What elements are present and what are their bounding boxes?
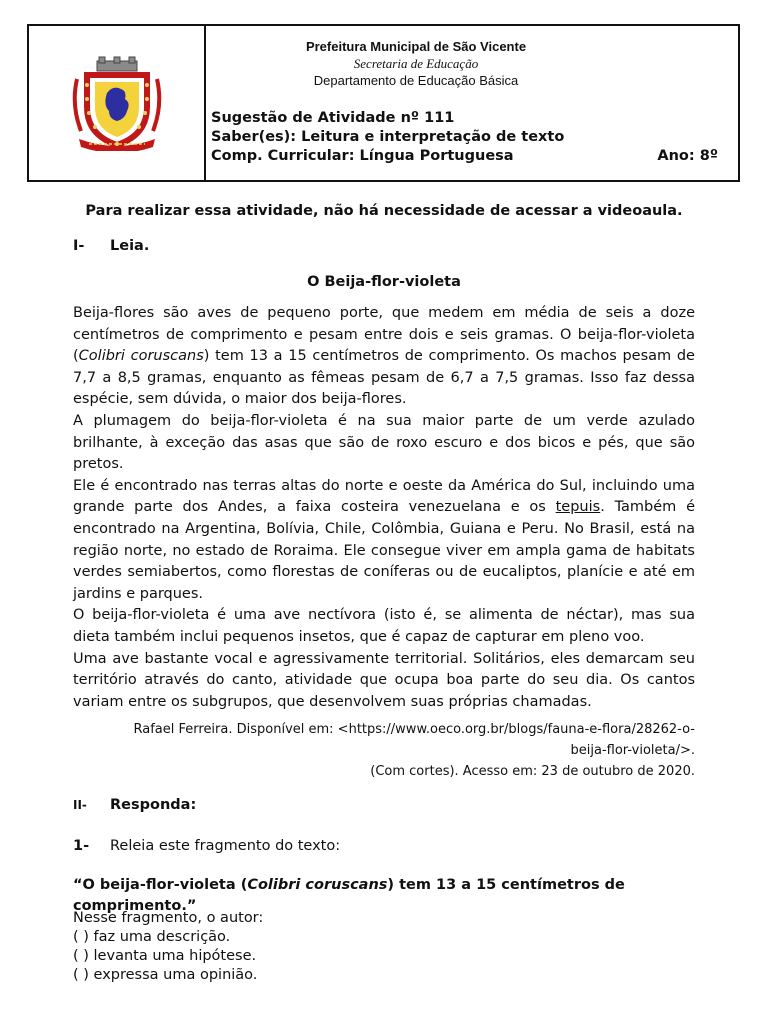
question-1-number: 1- (73, 838, 90, 854)
logo-cell (29, 26, 206, 180)
option-c[interactable]: ( ) expressa uma opinião. (73, 967, 258, 983)
header-info (206, 26, 738, 180)
tepuis-term: tepuis (555, 499, 601, 516)
quote-part-b: ) tem 13 a 15 centímetros de comprimento.” (73, 877, 625, 914)
species-name: Colibri coruscans (78, 348, 204, 365)
section-2-number: II- (73, 798, 87, 812)
organization-block (206, 38, 626, 90)
section-1-heading (73, 236, 695, 257)
section-1-label: Leia. (110, 238, 150, 254)
paragraph-3 (73, 476, 695, 606)
source-line-3: (Com cortes). Acesso em: 23 de outubro de 2020. (370, 764, 695, 779)
source-line-1: Rafael Ferreira. Disponível em: <https://www.oeco.org.br/blogs/fauna-e-flora/28262-o- (133, 722, 695, 737)
option-a[interactable]: ( ) faz uma descrição. (73, 929, 231, 945)
paragraph-4: O beija-flor-violeta é uma ave nectívora (isto é, se alimenta de néctar), mas sua dieta também inclui pequenos insetos, que é capaz de capturar em pleno voo. (73, 607, 695, 645)
option-b[interactable]: ( ) levanta uma hipótese. (73, 948, 257, 964)
paragraph-1-part-b: ) tem 13 a 15 centímetros de comprimento. Os machos pesam de 7,7 a 8,5 gramas, enquanto as fêmeas pesam de 6,7 a 7,5 gramas. Isso faz dessa espécie, sem dúvida, o maior dos beija-flores. (73, 348, 695, 408)
question-1-prompt-row (73, 836, 695, 857)
coat-of-arms-icon (69, 55, 165, 151)
section-2-label: Responda: (110, 797, 197, 813)
org-department: Departamento de Educação Básica (313, 73, 519, 88)
question-1-prompt: Releia este fragmento do texto: (110, 838, 341, 854)
paragraph-1 (73, 303, 695, 411)
paragraph-3-part-a: Ele é encontrado nas terras altas do norte e oeste da América do Sul, incluindo uma grande parte dos Andes, a faixa costeira venezuelana e os (73, 477, 695, 516)
activity-component: Comp. Curricular: Língua Portuguesa (211, 148, 514, 164)
source-line-2: beija-flor-violeta/>. (570, 743, 695, 758)
instruction: Para realizar essa atividade, não há necessidade de acessar a videoaula. (85, 203, 683, 219)
header-box (27, 24, 740, 182)
quote-species-name: Colibri coruscans (247, 877, 388, 893)
org-name: Prefeitura Municipal de São Vicente (305, 39, 527, 54)
text-body (73, 303, 695, 713)
paragraph-5: Uma ave bastante vocal e agressivamente territorial. Solitários, eles demarcam seu território através do canto, atividade que ocupa boa parte do seu dia. Os cantos variam entre os subgrupos, que desenvolvem suas próprias chamadas. (73, 650, 695, 710)
org-secretariat: Secretaria de Educação (353, 56, 479, 71)
activity-meta (211, 109, 718, 166)
section-1-number: I- (73, 238, 85, 254)
activity-year: Ano: 8º (657, 148, 718, 164)
section-2-heading (73, 795, 695, 816)
activity-skills: Saber(es): Leitura e interpretação de texto (211, 129, 565, 145)
quote-part-a: “O beija-flor-violeta ( (73, 877, 248, 893)
source-citation (73, 719, 695, 782)
paragraph-2: A plumagem do beija-flor-violeta é na sua maior parte de um verde azulado brilhante, à exceção das asas que são de roxo escuro e dos bicos e pés, que são pretos. (73, 412, 695, 473)
paragraph-3-part-b: . Também é encontrado na Argentina, Bolívia, Chile, Colômbia, Guiana e Peru. No Brasil, está na região norte, no estado de Roraima. Ele consegue viver em ampla gama de habitats verdes semiabertos, como florestas de coníferas ou de eucaliptos, planície e até em jardins e parques. (73, 499, 695, 602)
text-title: O Beija-flor-violeta (307, 274, 461, 290)
paragraph-1-part-a: Beija-flores são aves de pequeno porte, que medem em média de seis a doze centímetros de comprimento e pesam entre dois e seis gramas. O beija-flor-violeta ( (73, 305, 695, 365)
activity-number: Sugestão de Atividade nº 111 (211, 110, 455, 126)
question-1-stem: Nesse fragmento, o autor: (73, 910, 264, 926)
